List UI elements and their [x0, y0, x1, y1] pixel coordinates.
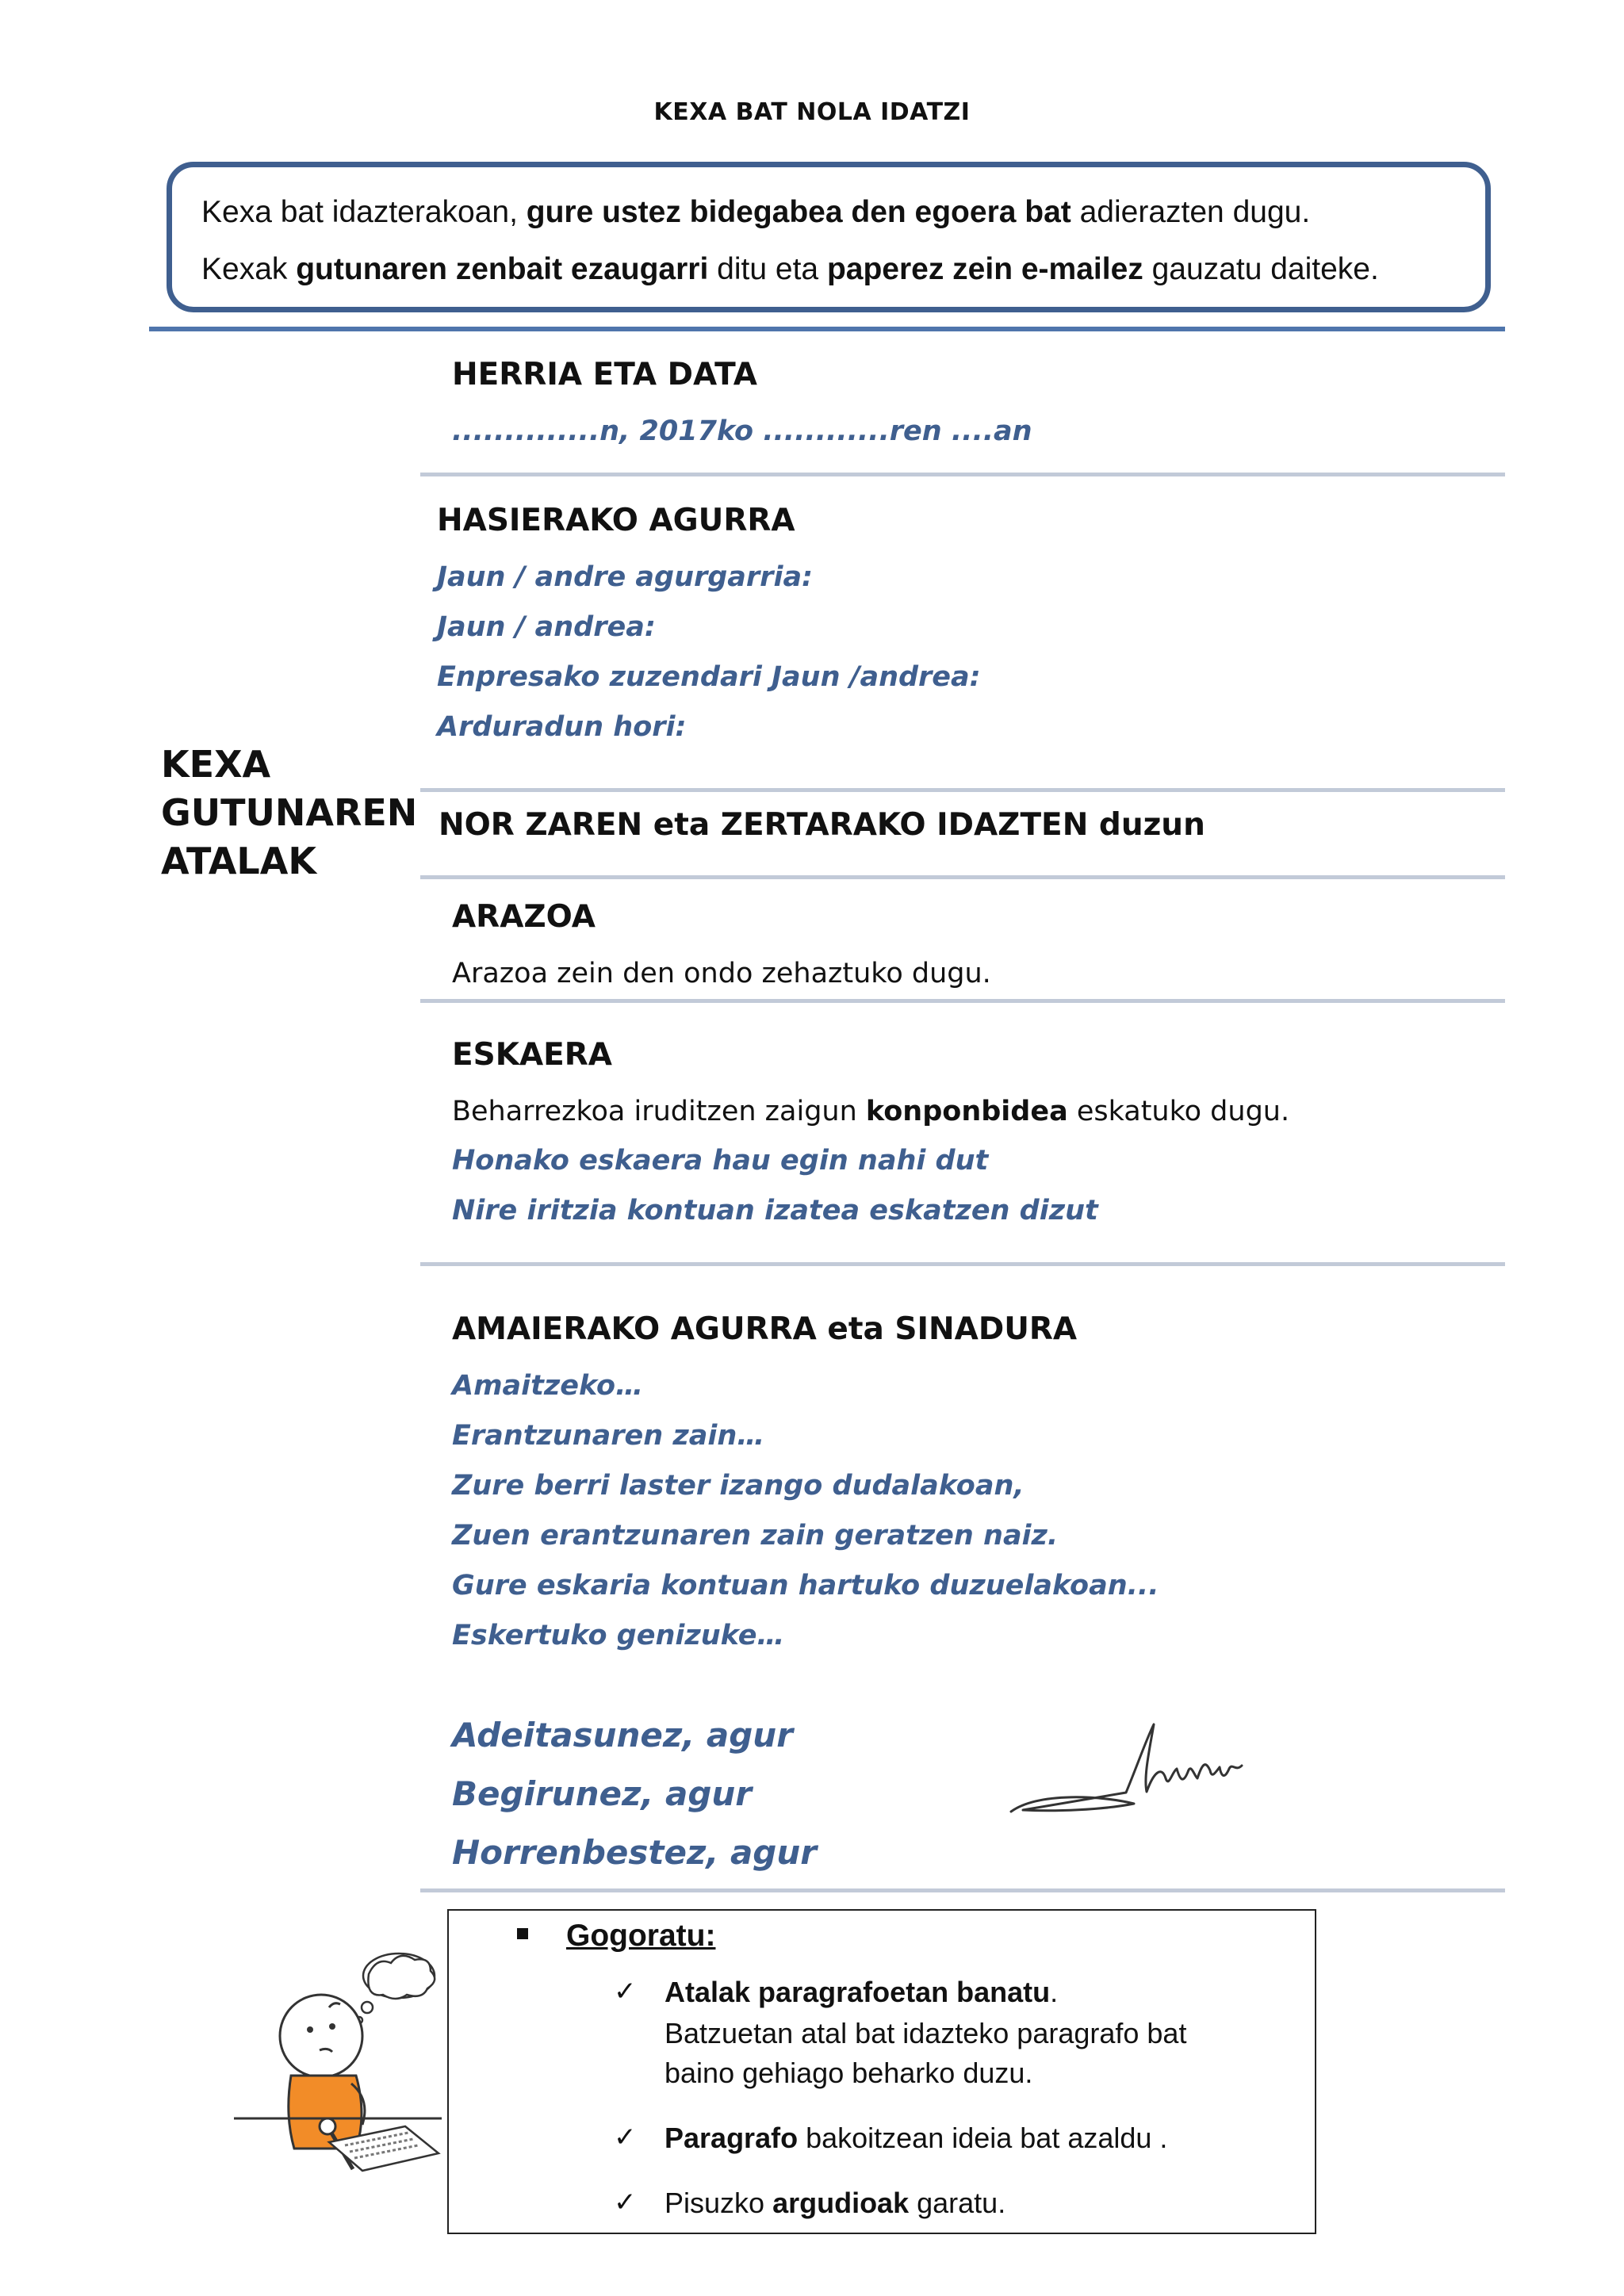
- remember-item-1-after: .: [1050, 1976, 1059, 2008]
- remember-title: Gogoratu:: [566, 1919, 716, 1953]
- remember-item-2-bold: Paragrafo: [665, 2122, 799, 2154]
- remember-item-2-after: bakoitzean ideia bat azaldu .: [798, 2122, 1168, 2154]
- remember-item-1-bold: Atalak paragrafoetan banatu: [665, 1976, 1051, 2008]
- heading-problem: ARAZOA: [452, 899, 596, 935]
- intro-text: Kexa bat idazterakoan,: [201, 195, 527, 229]
- side-label-line-2: GUTUNAREN: [161, 791, 418, 834]
- top-rule: [149, 327, 1505, 331]
- remember-item-1: [665, 1976, 1058, 2009]
- check-icon: ✓: [614, 2122, 637, 2153]
- farewell: Begirunez, agur: [452, 1774, 752, 1813]
- section-divider: [420, 788, 1505, 792]
- intro-text-bold: paperez zein e-mailez: [826, 252, 1143, 286]
- side-label: [161, 740, 417, 886]
- side-label-line-3: ATALAK: [161, 840, 316, 882]
- request-example: Honako eskaera hau egin nahi dut: [452, 1145, 989, 1177]
- problem-text: Arazoa zein den ondo zehaztuko dugu.: [452, 958, 991, 989]
- heading-who: NOR ZAREN eta ZERTARAKO IDAZTEN duzun: [439, 807, 1205, 843]
- square-bullet-icon: [517, 1928, 528, 1939]
- intro-text: Kexak: [201, 252, 297, 286]
- farewell: Adeitasunez, agur: [452, 1716, 793, 1755]
- closing-example: Amaitzeko…: [452, 1370, 644, 1402]
- intro-text: gauzatu daiteke.: [1143, 252, 1379, 286]
- request-text: [452, 1096, 1289, 1127]
- check-icon: ✓: [614, 1976, 637, 2007]
- closing-example: Eskertuko genizuke…: [452, 1620, 785, 1651]
- remember-item-3-before: Pisuzko: [665, 2187, 773, 2219]
- side-label-line-1: KEXA: [161, 743, 271, 786]
- page-title: KEXA BAT NOLA IDATZI: [653, 98, 971, 126]
- closing-example: Zuen erantzunaren zain geratzen naiz.: [452, 1520, 1059, 1552]
- closing-example: Zure berri laster izango dudalakoan,: [452, 1470, 1025, 1502]
- heading-greeting: HASIERAKO AGURRA: [437, 503, 795, 538]
- section-divider: [420, 1262, 1505, 1266]
- remember-item-1-line-3: baino gehiago beharko duzu.: [665, 2057, 1033, 2089]
- section-divider: [420, 1888, 1505, 1892]
- remember-item-2: [665, 2122, 1167, 2155]
- request-example: Nire iritzia kontuan izatea eskatzen dizut: [452, 1195, 1098, 1226]
- remember-item-1-line-2: Batzuetan atal bat idazteko paragrafo bat: [665, 2017, 1187, 2049]
- remember-item-3: [665, 2187, 1005, 2220]
- closing-example: Gure eskaria kontuan hartuko duzuelakoan...: [452, 1570, 1159, 1601]
- request-text-part: eskatuko dugu.: [1067, 1096, 1290, 1127]
- greeting-example: Jaun / andre agurgarria:: [437, 561, 814, 593]
- section-divider: [420, 875, 1505, 879]
- intro-text: ditu eta: [708, 252, 827, 286]
- check-icon: ✓: [614, 2187, 637, 2218]
- heading-closing: AMAIERAKO AGURRA eta SINADURA: [452, 1311, 1078, 1347]
- greeting-example: Jaun / andrea:: [437, 611, 656, 643]
- intro-box: [167, 162, 1491, 312]
- remember-item-3-after: garatu.: [909, 2187, 1006, 2219]
- farewell: Horrenbestez, agur: [452, 1833, 817, 1872]
- intro-line-1: [201, 195, 1310, 230]
- intro-text: adierazten dugu.: [1071, 195, 1311, 229]
- signature-icon: [1007, 1716, 1253, 1827]
- remember-item-3-bold: argudioak: [772, 2187, 910, 2219]
- section-divider: [420, 999, 1505, 1003]
- request-text-bold: konponbidea: [865, 1096, 1068, 1127]
- greeting-example: Arduradun hori:: [437, 711, 687, 743]
- heading-request: ESKAERA: [452, 1037, 612, 1073]
- request-text-part: Beharrezkoa iruditzen zaigun: [452, 1096, 866, 1127]
- intro-line-2: [201, 252, 1379, 287]
- greeting-example: Enpresako zuzendari Jaun /andrea:: [437, 661, 981, 693]
- thinking-person-icon: [234, 1942, 448, 2172]
- heading-place-date: HERRIA ETA DATA: [452, 357, 757, 392]
- closing-example: Erantzunaren zain…: [452, 1420, 765, 1452]
- example-place-date: ..............n, 2017ko ............ren ....an: [452, 415, 1032, 447]
- intro-text-bold: gutunaren zenbait ezaugarri: [296, 252, 709, 286]
- section-divider: [420, 473, 1505, 476]
- intro-text-bold: gure ustez bidegabea den egoera bat: [526, 195, 1071, 229]
